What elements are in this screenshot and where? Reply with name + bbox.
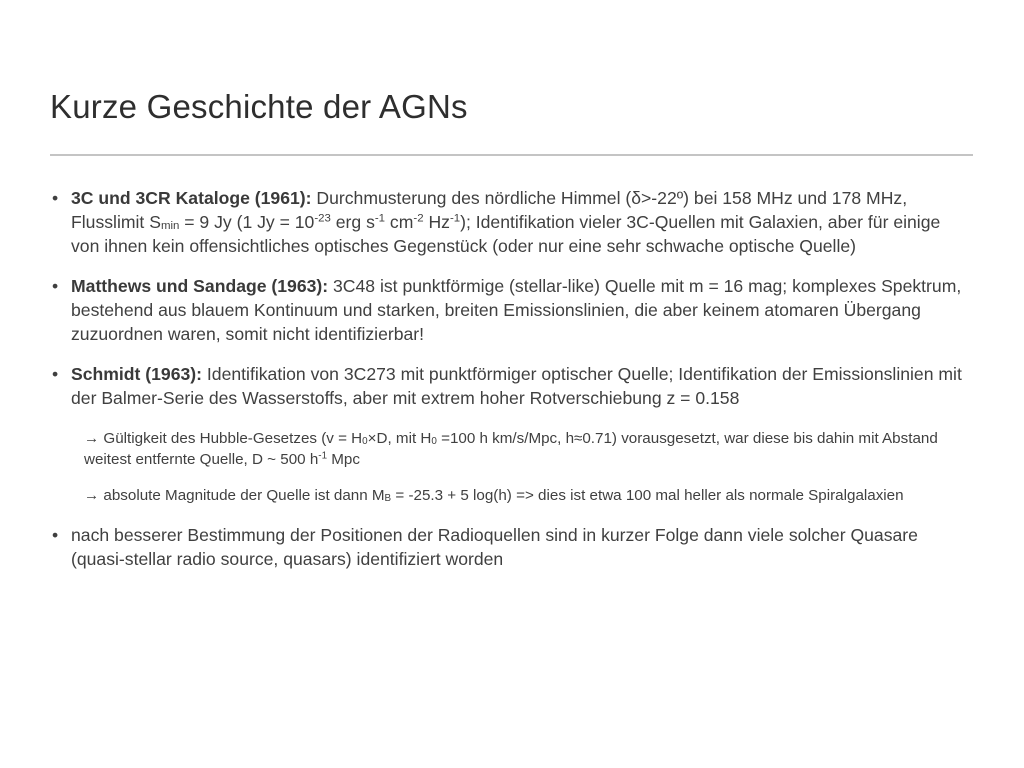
bullet-text: Identifikation von 3C273 mit punktförmiger optischer Quelle; Identifikation der Emissionslinien mit der Balmer-Serie des Wasserstoffs, aber mit extrem hoher Rotverschiebung z = 0.158 — [71, 364, 962, 408]
bullet-heading: Schmidt (1963): — [71, 364, 203, 384]
sub-point-hubble — [50, 428, 970, 470]
sub-text: = -25.3 + 5 log(h) => dies ist etwa 100 mal heller als normale Spiralgalaxien — [391, 487, 904, 504]
bullet-schmidt — [50, 362, 970, 410]
superscript: -1 — [449, 212, 461, 225]
bullet-text: 3C48 ist punktförmige (stellar-like) Quelle mit m = 16 mag; komplexes Spektrum, bestehend aus blauem Kontinuum und starken, breiten Emissionslinien, die aber keinem atomaren Übergang zuzuordnen waren, somit nicht identifizierbar! — [71, 276, 962, 344]
sub-text: =100 h km/s/Mpc, h≈0.71) vorausgesetzt, war diese bis dahin mit Abstand weitest entfernte Quelle, D ~ 500 h — [84, 430, 938, 468]
bullet-heading: 3C und 3CR Kataloge (1961): — [71, 188, 312, 208]
slide-content — [50, 186, 970, 571]
bullet-text: Durchmusterung des nördliche Himmel (δ>-22º) bei 158 MHz und 178 MHz, Flusslimit S — [71, 188, 908, 232]
superscript: -2 — [413, 212, 424, 225]
superscript: -1 — [318, 450, 328, 462]
subscript: B — [384, 492, 392, 504]
bullet-dot: • — [52, 276, 59, 296]
bullet-text: = 9 Jy (1 Jy = 10 — [179, 212, 315, 232]
subscript: min — [160, 220, 180, 233]
sub-text: Mpc — [327, 451, 360, 468]
sub-text: → absolute Magnitude der Quelle ist dann M — [84, 487, 385, 504]
bullet-dot: • — [52, 188, 59, 208]
bullet-3c-catalogs — [50, 186, 970, 258]
bullet-text: nach besserer Bestimmung der Positionen der Radioquellen sind in kurzer Folge dann viele solcher Quasare (quasi-stellar radio source, quasars) identifiziert worden — [71, 525, 918, 569]
slide-title: Kurze Geschichte der AGNs — [50, 88, 468, 125]
bullet-text: ); Identifikation vieler 3C-Quellen mit Galaxien, aber für einige von ihnen kein offensichtliches optisches Gegenstück (oder nur eine sehr schwache optische Quelle) — [71, 212, 941, 256]
sub-point-magnitude — [50, 485, 970, 506]
bullet-text: Hz — [423, 212, 450, 232]
sub-text: ×D, mit H — [367, 430, 432, 447]
title-divider — [50, 154, 973, 156]
bullet-text: cm — [385, 212, 414, 232]
subscript: 0 — [431, 435, 437, 447]
subscript: 0 — [362, 435, 368, 447]
superscript: -1 — [374, 212, 386, 225]
bullet-quasars — [50, 523, 970, 571]
superscript: -23 — [314, 212, 331, 225]
sub-text: → Gültigkeit des Hubble-Gesetzes (v = H — [84, 430, 363, 447]
bullet-matthews-sandage — [50, 274, 970, 346]
bullet-text: erg s — [330, 212, 375, 232]
bullet-dot: • — [52, 525, 59, 545]
bullet-heading: Matthews und Sandage (1963): — [71, 276, 329, 296]
bullet-dot: • — [52, 364, 59, 384]
